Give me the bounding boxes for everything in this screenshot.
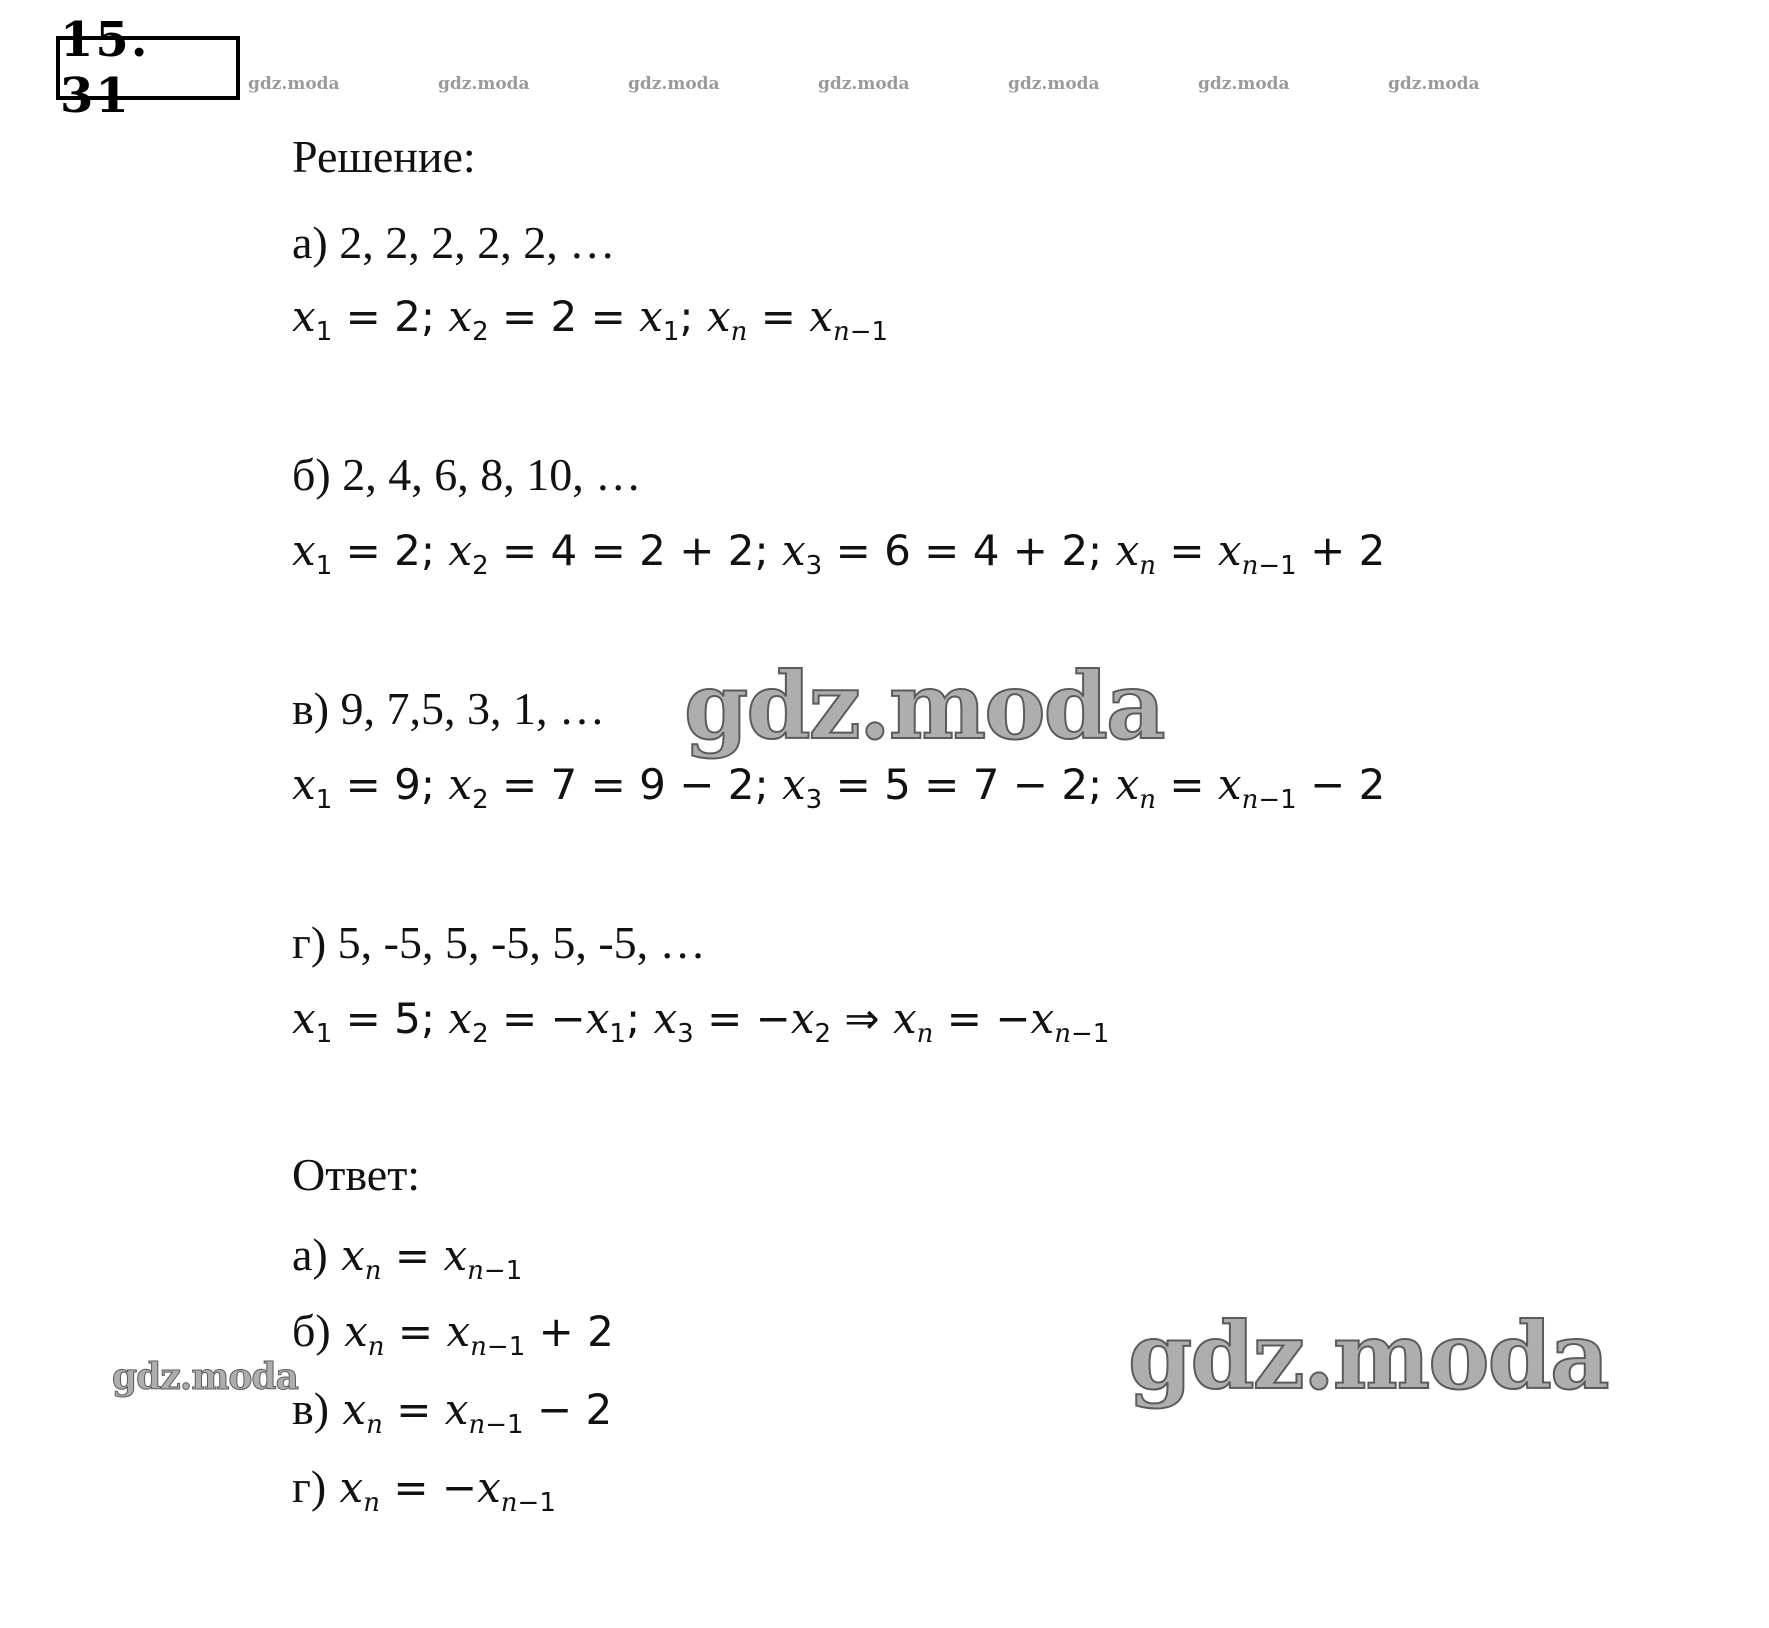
answer-b-label: б) bbox=[292, 1305, 331, 1356]
watermark-small: gdz.moda bbox=[1008, 74, 1100, 94]
watermark-small: gdz.moda bbox=[818, 74, 910, 94]
part-d-formula: $x_1 = 5$; $x_2 = -x_1$; $x_3 = -x_2$ ⇒ $x_n = -x_{n-1}$ bbox=[292, 994, 1110, 1050]
answer-c: в) $x_n = x_{n-1} - 2$ bbox=[292, 1383, 613, 1441]
watermark-small: gdz.moda bbox=[438, 74, 530, 94]
answer-a-label: а) bbox=[292, 1229, 328, 1280]
part-a-formula: $x_1 = 2$; $x_2 = 2 = x_1$; $x_n = x_{n-1}$ bbox=[292, 292, 889, 348]
answer-c-label: в) bbox=[292, 1383, 330, 1434]
part-a-sequence: а) 2, 2, 2, 2, 2, … bbox=[292, 217, 616, 268]
part-c-formula: $x_1 = 9$; $x_2 = 7 = 9 - 2$; $x_3 = 5 = 7 - 2$; $x_n = x_{n-1} - 2$ bbox=[292, 760, 1386, 816]
part-c-sequence: в) 9, 7,5, 3, 1, … bbox=[292, 683, 606, 734]
watermark-small: gdz.moda bbox=[1388, 74, 1480, 94]
solution-heading: Решение: bbox=[292, 131, 476, 182]
answer-heading: Ответ: bbox=[292, 1149, 421, 1200]
part-b-sequence: б) 2, 4, 6, 8, 10, … bbox=[292, 449, 642, 500]
watermark-small: gdz.moda bbox=[628, 74, 720, 94]
answer-d-label: г) bbox=[292, 1461, 327, 1512]
part-d-sequence: г) 5, -5, 5, -5, 5, -5, … bbox=[292, 917, 706, 968]
watermark-small: gdz.moda bbox=[1198, 74, 1290, 94]
watermark-small: gdz.moda bbox=[248, 74, 340, 94]
watermark-medium: gdz.moda bbox=[112, 1356, 298, 1398]
answer-b: б) $x_n = x_{n-1} + 2$ bbox=[292, 1305, 614, 1363]
answer-d: г) $x_n = -x_{n-1}$ bbox=[292, 1461, 556, 1519]
watermark-large: gdz.moda bbox=[684, 652, 1164, 760]
watermark-large: gdz.moda bbox=[1128, 1302, 1608, 1410]
answer-a: а) $x_n = x_{n-1}$ bbox=[292, 1229, 523, 1287]
part-b-formula: $x_1 = 2$; $x_2 = 4 = 2 + 2$; $x_3 = 6 = 4 + 2$; $x_n = x_{n-1} + 2$ bbox=[292, 526, 1386, 582]
problem-number: 15. 31 bbox=[56, 36, 240, 100]
